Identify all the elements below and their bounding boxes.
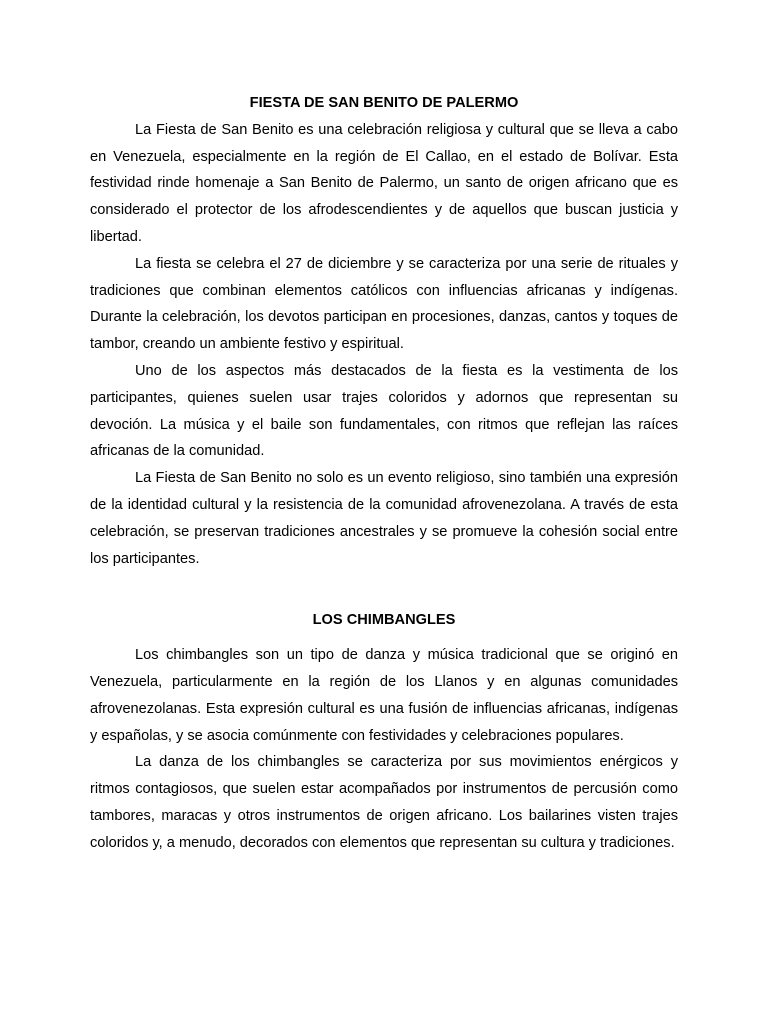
paragraph: La fiesta se celebra el 27 de diciembre y se caracteriza por una serie de rituales y tradiciones que combinan elementos católicos con influencias africanas y indígenas. Durante la celebración, los devotos participan en procesiones, danzas, cantos y toques de tambor, creando un ambiente festivo y espiritual. (90, 255, 678, 353)
paragraph: La Fiesta de San Benito no solo es un evento religioso, sino también una expresión de la identidad cultural y la resistencia de la comunidad afrovenezolana. A través de esta celebración, se preservan tradiciones ancestrales y se promueve la cohesión social entre los participantes. (90, 470, 678, 567)
section-heading-san-benito: FIESTA DE SAN BENITO DE PALERMO (249, 95, 519, 111)
section-chimbangles-body (90, 642, 678, 856)
section-san-benito-body (90, 117, 678, 573)
paragraph: La danza de los chimbangles se caracteriza por sus movimientos enérgicos y ritmos contagiosos, que suelen estar acompañados por instrumentos de percusión como tambores, maracas y otros instrumentos de origen africano. Los bailarines visten trajes coloridos y, a menudo, decorados con elementos que representan su cultura y tradiciones. (90, 754, 678, 851)
paragraph: Los chimbangles son un tipo de danza y música tradicional que se originó en Venezuela, particularmente en la región de los Llanos y en algunas comunidades afrovenezolanas. Esta expresión cultural es una fusión de influencias africanas, indígenas y españolas, y se asocia comúnmente con festividades y celebraciones populares. (90, 647, 678, 744)
document-page (90, 90, 678, 857)
paragraph: Uno de los aspectos más destacados de la fiesta es la vestimenta de los participantes, quienes suelen usar trajes coloridos y adornos que representan su devoción. La música y el baile son fundamentales, con ritmos que reflejan las raíces africanas de la comunidad. (90, 362, 678, 460)
section-heading-chimbangles: LOS CHIMBANGLES (312, 612, 456, 629)
paragraph: La Fiesta de San Benito es una celebración religiosa y cultural que se lleva a cabo en Venezuela, especialmente en la región de El Callao, en el estado de Bolívar. Esta festividad rinde homenaje a San Benito de Palermo, un santo de origen africano que es considerado el protector de los afrodescendientes y de aquellos que buscan justicia y libertad. (90, 121, 678, 245)
